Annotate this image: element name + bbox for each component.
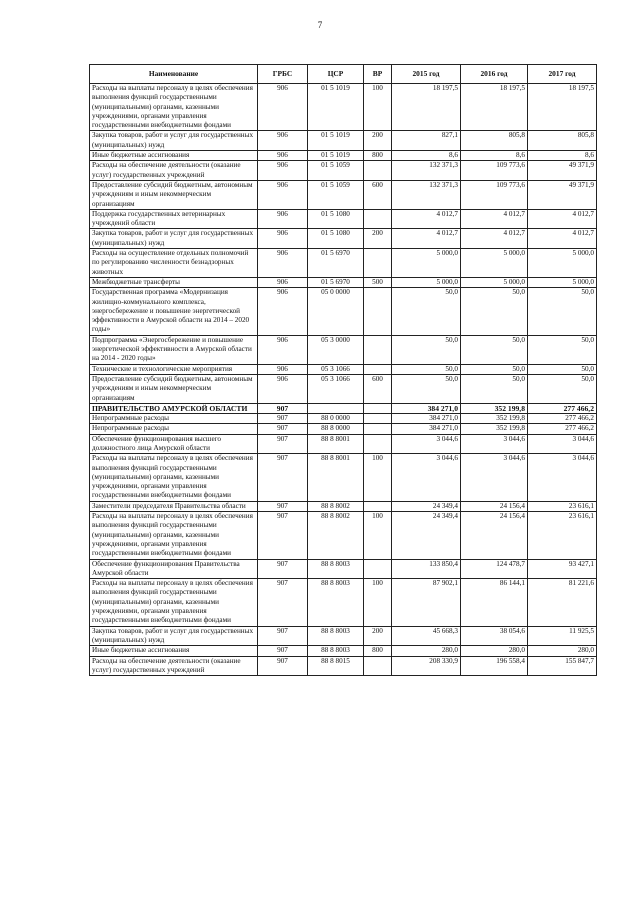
row-csr-cell: 05 3 1066 <box>308 364 364 374</box>
row-2016-cell: 50,0 <box>461 335 528 364</box>
row-2016-cell: 124 478,7 <box>461 559 528 579</box>
row-name-cell: Предоставление субсидий бюджетным, автономным учреждениям и иным некоммерческим организациям <box>90 374 258 403</box>
row-2017-cell: 50,0 <box>528 335 597 364</box>
row-2017-cell: 5 000,0 <box>528 277 597 287</box>
column-header-2016: 2016 год <box>461 65 528 84</box>
row-csr-cell: 05 3 1066 <box>308 374 364 403</box>
row-2017-cell: 155 847,7 <box>528 656 597 676</box>
row-name-cell: ПРАВИТЕЛЬСТВО АМУРСКОЙ ОБЛАСТИ <box>90 403 258 413</box>
row-2015-cell: 3 044,6 <box>392 454 461 501</box>
row-2016-cell: 5 000,0 <box>461 277 528 287</box>
row-grbs-cell: 907 <box>258 403 308 413</box>
table-row <box>90 559 597 579</box>
row-grbs-cell: 907 <box>258 646 308 656</box>
row-2015-cell: 384 271,0 <box>392 424 461 434</box>
table-row <box>90 414 597 424</box>
row-name-cell: Закупка товаров, работ и услуг для государственных (муниципальных) нужд <box>90 626 258 646</box>
row-vr-cell: 800 <box>364 646 392 656</box>
table-row <box>90 579 597 626</box>
table-row <box>90 335 597 364</box>
row-2015-cell: 5 000,0 <box>392 249 461 278</box>
row-vr-cell <box>364 249 392 278</box>
row-2015-cell: 3 044,6 <box>392 434 461 454</box>
row-grbs-cell: 907 <box>258 579 308 626</box>
row-csr-cell: 05 0 0000 <box>308 288 364 335</box>
row-2015-cell: 24 349,4 <box>392 512 461 559</box>
row-csr-cell: 88 8 8003 <box>308 626 364 646</box>
row-vr-cell <box>364 364 392 374</box>
row-csr-cell: 88 0 0000 <box>308 414 364 424</box>
row-grbs-cell: 906 <box>258 84 308 131</box>
row-grbs-cell: 907 <box>258 656 308 676</box>
row-2016-cell: 352 199,8 <box>461 403 528 413</box>
row-name-cell: Закупка товаров, работ и услуг для государственных (муниципальных) нужд <box>90 229 258 249</box>
row-name-cell: Расходы на обеспечение деятельности (оказание услуг) государственных учреждений <box>90 656 258 676</box>
row-2015-cell: 132 371,3 <box>392 180 461 209</box>
row-vr-cell: 100 <box>364 579 392 626</box>
row-2016-cell: 3 044,6 <box>461 434 528 454</box>
row-2016-cell: 38 054,6 <box>461 626 528 646</box>
row-2015-cell: 50,0 <box>392 335 461 364</box>
row-2016-cell: 4 012,7 <box>461 229 528 249</box>
row-2016-cell: 805,8 <box>461 131 528 151</box>
row-vr-cell <box>364 559 392 579</box>
row-2016-cell: 109 773,6 <box>461 180 528 209</box>
row-2016-cell: 280,0 <box>461 646 528 656</box>
column-header-2017: 2017 год <box>528 65 597 84</box>
row-2016-cell: 5 000,0 <box>461 249 528 278</box>
row-name-cell: Обеспечение функционирования высшего должностного лица Амурской области <box>90 434 258 454</box>
row-csr-cell: 01 5 6970 <box>308 249 364 278</box>
row-name-cell: Иные бюджетные ассигнования <box>90 646 258 656</box>
row-name-cell: Непрограммные расходы <box>90 424 258 434</box>
row-name-cell: Закупка товаров, работ и услуг для государственных (муниципальных) нужд <box>90 131 258 151</box>
row-2017-cell: 81 221,6 <box>528 579 597 626</box>
row-2017-cell: 50,0 <box>528 288 597 335</box>
row-2015-cell: 208 330,9 <box>392 656 461 676</box>
row-vr-cell: 100 <box>364 512 392 559</box>
budget-table <box>89 64 597 676</box>
row-2015-cell: 5 000,0 <box>392 277 461 287</box>
row-csr-cell: 01 5 1080 <box>308 229 364 249</box>
row-vr-cell: 200 <box>364 229 392 249</box>
row-grbs-cell: 907 <box>258 424 308 434</box>
row-2017-cell: 23 616,1 <box>528 512 597 559</box>
row-name-cell: Обеспечение функционирования Правительства Амурской области <box>90 559 258 579</box>
table-row <box>90 364 597 374</box>
row-2017-cell: 8,6 <box>528 151 597 161</box>
row-2017-cell: 11 925,5 <box>528 626 597 646</box>
page-number: 7 <box>317 20 323 30</box>
row-grbs-cell: 906 <box>258 335 308 364</box>
row-grbs-cell: 906 <box>258 180 308 209</box>
row-grbs-cell: 906 <box>258 229 308 249</box>
row-2016-cell: 86 144,1 <box>461 579 528 626</box>
row-csr-cell: 01 5 1019 <box>308 84 364 131</box>
row-csr-cell: 88 8 8001 <box>308 434 364 454</box>
column-header-2015: 2015 год <box>392 65 461 84</box>
row-2017-cell: 93 427,1 <box>528 559 597 579</box>
table-row <box>90 249 597 278</box>
row-2015-cell: 8,6 <box>392 151 461 161</box>
row-2015-cell: 384 271,0 <box>392 414 461 424</box>
column-header-name: Наименование <box>90 65 258 84</box>
row-2017-cell: 18 197,5 <box>528 84 597 131</box>
row-2016-cell: 109 773,6 <box>461 161 528 181</box>
row-csr-cell: 88 8 8003 <box>308 559 364 579</box>
table-row <box>90 646 597 656</box>
row-2017-cell: 805,8 <box>528 131 597 151</box>
table-row <box>90 374 597 403</box>
row-grbs-cell: 906 <box>258 277 308 287</box>
row-2017-cell: 50,0 <box>528 374 597 403</box>
table-row <box>90 403 597 413</box>
row-2015-cell: 50,0 <box>392 374 461 403</box>
table-row <box>90 424 597 434</box>
row-grbs-cell: 907 <box>258 559 308 579</box>
row-vr-cell: 500 <box>364 277 392 287</box>
row-2015-cell: 4 012,7 <box>392 209 461 229</box>
row-grbs-cell: 907 <box>258 454 308 501</box>
row-2016-cell: 50,0 <box>461 364 528 374</box>
column-header-vr: ВР <box>364 65 392 84</box>
row-2017-cell: 277 466,2 <box>528 403 597 413</box>
row-name-cell: Расходы на выплаты персоналу в целях обеспечения выполнения функций государственными (муниципальными) органами, казенными учреждениями, органами управления государственными внебюджетными фондами <box>90 512 258 559</box>
table-row <box>90 180 597 209</box>
row-2016-cell: 352 199,8 <box>461 414 528 424</box>
row-vr-cell: 200 <box>364 626 392 646</box>
row-vr-cell: 600 <box>364 180 392 209</box>
table-row <box>90 434 597 454</box>
row-2017-cell: 277 466,2 <box>528 414 597 424</box>
row-vr-cell <box>364 335 392 364</box>
row-2016-cell: 352 199,8 <box>461 424 528 434</box>
row-vr-cell: 600 <box>364 374 392 403</box>
row-2015-cell: 50,0 <box>392 288 461 335</box>
row-csr-cell: 88 8 8015 <box>308 656 364 676</box>
row-2017-cell: 3 044,6 <box>528 434 597 454</box>
row-2017-cell: 5 000,0 <box>528 249 597 278</box>
row-csr-cell: 01 5 1059 <box>308 180 364 209</box>
row-2015-cell: 45 668,3 <box>392 626 461 646</box>
row-name-cell: Предоставление субсидий бюджетным, автономным учреждениям и иным некоммерческим организациям <box>90 180 258 209</box>
table-row <box>90 454 597 501</box>
row-2016-cell: 4 012,7 <box>461 209 528 229</box>
row-csr-cell: 01 5 1080 <box>308 209 364 229</box>
row-vr-cell: 200 <box>364 131 392 151</box>
row-grbs-cell: 906 <box>258 249 308 278</box>
row-csr-cell: 01 5 1019 <box>308 131 364 151</box>
row-2015-cell: 133 850,4 <box>392 559 461 579</box>
row-vr-cell: 100 <box>364 84 392 131</box>
row-csr-cell: 05 3 0000 <box>308 335 364 364</box>
row-csr-cell: 88 8 8002 <box>308 512 364 559</box>
row-2017-cell: 23 616,1 <box>528 501 597 511</box>
row-csr-cell: 88 8 8003 <box>308 579 364 626</box>
row-vr-cell: 800 <box>364 151 392 161</box>
table-row <box>90 151 597 161</box>
table-body <box>90 84 597 676</box>
row-2015-cell: 827,1 <box>392 131 461 151</box>
row-vr-cell <box>364 161 392 181</box>
table-row <box>90 512 597 559</box>
row-name-cell: Непрограммные расходы <box>90 414 258 424</box>
row-2015-cell: 4 012,7 <box>392 229 461 249</box>
row-2017-cell: 3 044,6 <box>528 454 597 501</box>
row-2015-cell: 50,0 <box>392 364 461 374</box>
row-2017-cell: 277 466,2 <box>528 424 597 434</box>
row-name-cell: Государственная программа «Модернизация жилищно-коммунального комплекса, энергосбережение и повышение энергетической эффективности в Амурской области на 2014 – 2020 годы» <box>90 288 258 335</box>
row-grbs-cell: 907 <box>258 512 308 559</box>
column-header-csr: ЦСР <box>308 65 364 84</box>
row-2016-cell: 50,0 <box>461 288 528 335</box>
row-name-cell: Расходы на выплаты персоналу в целях обеспечения выполнения функций государственными (муниципальными) органами, казенными учреждениями, органами управления государственными внебюджетными фондами <box>90 454 258 501</box>
row-csr-cell: 88 8 0000 <box>308 424 364 434</box>
row-name-cell: Расходы на выплаты персоналу в целях обеспечения выполнения функций государственными (муниципальными) органами, казенными учреждениями, органами управления государственными внебюджетными фондами <box>90 84 258 131</box>
row-vr-cell <box>364 434 392 454</box>
row-2015-cell: 132 371,3 <box>392 161 461 181</box>
table-row <box>90 626 597 646</box>
row-2015-cell: 384 271,0 <box>392 403 461 413</box>
row-name-cell: Подпрограмма «Энергосбережение и повышение энергетической эффективности в Амурской области на 2014 - 2020 годы» <box>90 335 258 364</box>
row-csr-cell: 88 8 8002 <box>308 501 364 511</box>
column-header-grbs: ГРБС <box>258 65 308 84</box>
row-grbs-cell: 906 <box>258 209 308 229</box>
row-grbs-cell: 906 <box>258 364 308 374</box>
row-grbs-cell: 907 <box>258 414 308 424</box>
row-vr-cell: 100 <box>364 454 392 501</box>
row-vr-cell <box>364 656 392 676</box>
row-2016-cell: 24 156,4 <box>461 501 528 511</box>
row-vr-cell <box>364 403 392 413</box>
row-2017-cell: 4 012,7 <box>528 229 597 249</box>
row-2016-cell: 18 197,5 <box>461 84 528 131</box>
row-csr-cell: 88 8 8001 <box>308 454 364 501</box>
table-row <box>90 131 597 151</box>
row-name-cell: Расходы на осуществление отдельных полномочий по регулированию численности безнадзорных животных <box>90 249 258 278</box>
row-vr-cell <box>364 288 392 335</box>
row-2016-cell: 8,6 <box>461 151 528 161</box>
row-grbs-cell: 906 <box>258 151 308 161</box>
row-2016-cell: 196 558,4 <box>461 656 528 676</box>
row-2015-cell: 24 349,4 <box>392 501 461 511</box>
table-header-row <box>90 65 597 84</box>
row-2017-cell: 49 371,9 <box>528 180 597 209</box>
row-2016-cell: 50,0 <box>461 374 528 403</box>
table-row <box>90 288 597 335</box>
row-csr-cell: 01 5 1019 <box>308 151 364 161</box>
row-name-cell: Поддержка государственных ветеринарных учреждений области <box>90 209 258 229</box>
row-grbs-cell: 907 <box>258 501 308 511</box>
row-2016-cell: 24 156,4 <box>461 512 528 559</box>
table-row <box>90 656 597 676</box>
row-csr-cell <box>308 403 364 413</box>
row-2015-cell: 87 902,1 <box>392 579 461 626</box>
row-grbs-cell: 907 <box>258 434 308 454</box>
table-row <box>90 277 597 287</box>
row-2017-cell: 280,0 <box>528 646 597 656</box>
table-row <box>90 501 597 511</box>
row-csr-cell: 01 5 1059 <box>308 161 364 181</box>
row-2017-cell: 49 371,9 <box>528 161 597 181</box>
row-2017-cell: 4 012,7 <box>528 209 597 229</box>
row-vr-cell <box>364 424 392 434</box>
row-name-cell: Технические и технологические мероприятия <box>90 364 258 374</box>
row-csr-cell: 01 5 6970 <box>308 277 364 287</box>
row-grbs-cell: 906 <box>258 288 308 335</box>
row-grbs-cell: 906 <box>258 374 308 403</box>
row-grbs-cell: 906 <box>258 131 308 151</box>
row-name-cell: Расходы на выплаты персоналу в целях обеспечения выполнения функций государственными (муниципальными) органами, казенными учреждениями, органами управления государственными внебюджетными фондами <box>90 579 258 626</box>
table-row <box>90 161 597 181</box>
row-name-cell: Заместители председателя Правительства области <box>90 501 258 511</box>
table-row <box>90 209 597 229</box>
row-2016-cell: 3 044,6 <box>461 454 528 501</box>
row-grbs-cell: 907 <box>258 626 308 646</box>
row-2015-cell: 18 197,5 <box>392 84 461 131</box>
table-row <box>90 84 597 131</box>
table-row <box>90 229 597 249</box>
row-vr-cell <box>364 414 392 424</box>
row-name-cell: Расходы на обеспечение деятельности (оказание услуг) государственных учреждений <box>90 161 258 181</box>
row-2015-cell: 280,0 <box>392 646 461 656</box>
row-name-cell: Межбюджетные трансферты <box>90 277 258 287</box>
row-vr-cell <box>364 209 392 229</box>
row-name-cell: Иные бюджетные ассигнования <box>90 151 258 161</box>
row-grbs-cell: 906 <box>258 161 308 181</box>
row-csr-cell: 88 8 8003 <box>308 646 364 656</box>
row-vr-cell <box>364 501 392 511</box>
row-2017-cell: 50,0 <box>528 364 597 374</box>
